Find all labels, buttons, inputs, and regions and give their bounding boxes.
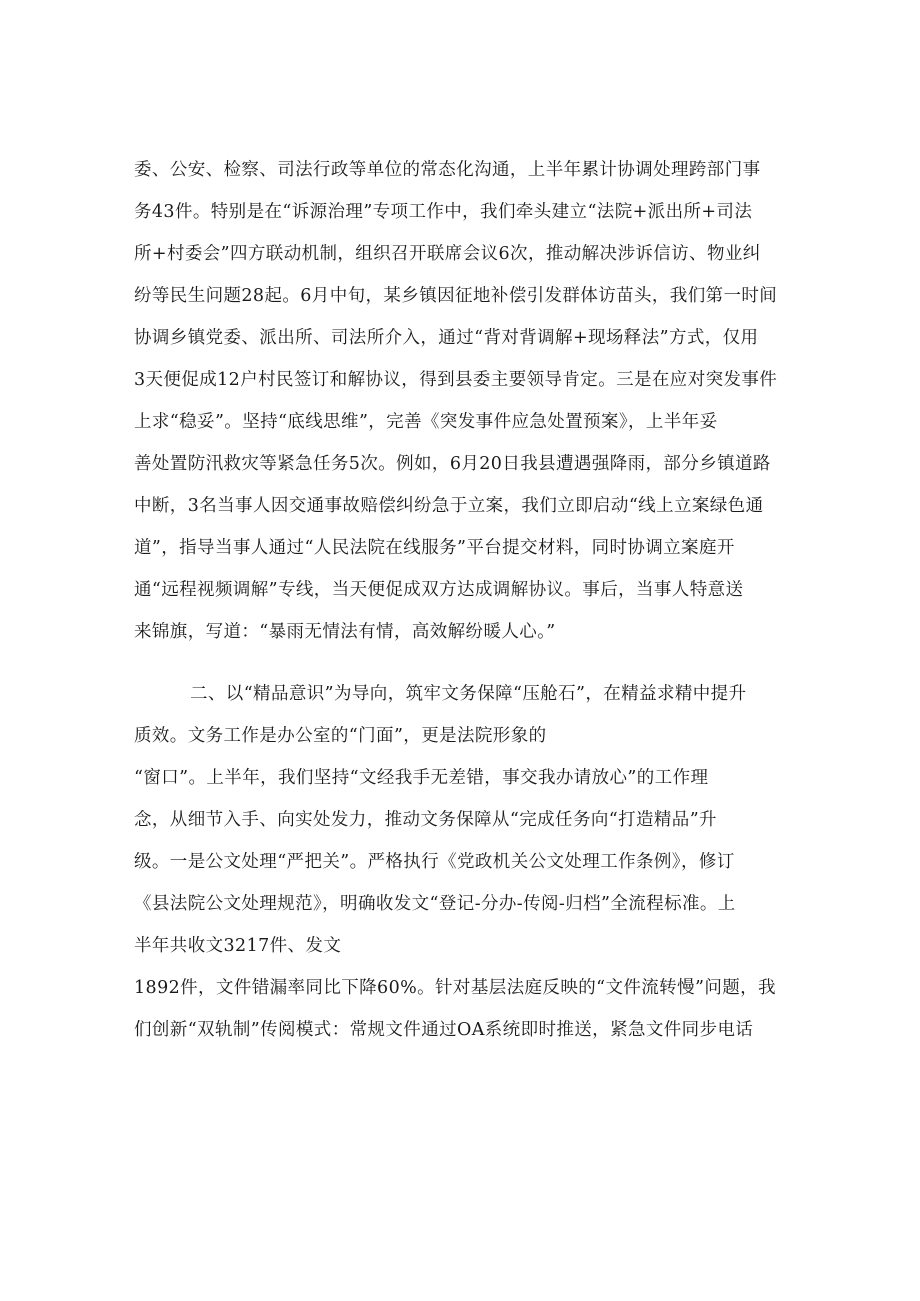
body-text-line: 《县法院公文处理规范》，明确收发文“登记-分办-传阅-归档”全流程标准。上 <box>134 894 736 914</box>
body-text-line: 念，从细节入手、向实处发力，推动文务保障从“完成任务向“打造精品”升 <box>134 810 717 830</box>
body-text-line: 所+村委会”四方联动机制，组织召开联席会议6次，推动解决涉诉信访、物业纠 <box>134 244 761 264</box>
body-text-line: 通“远程视频调解”专线，当天便促成双方达成调解协议。事后，当事人特意送 <box>134 580 744 600</box>
body-text-line: 3天便促成12户村民签订和解协议，得到县委主要领导肯定。三是在应对突发事件 <box>134 370 778 390</box>
body-text-line: 协调乡镇党委、派出所、司法所介入，通过“背对背调解+现场释法”方式，仅用 <box>134 328 759 348</box>
body-text-line: 半年共收文3217件、发文 <box>134 936 342 956</box>
body-text-line: 委、公安、检察、司法行政等单位的常态化沟通，上半年累计协调处理跨部门事 <box>134 160 761 180</box>
body-text-line: 上求“稳妥”。坚持“底线思维”，完善《突发事件应急处置预案》，上半年妥 <box>134 412 718 432</box>
body-text-line: 来锦旗，写道：“暴雨无情法有情，高效解纷暖人心。” <box>134 622 556 642</box>
body-text-line: 善处置防汛救灾等紧急任务5次。例如，6月20日我县遭遇强降雨，部分乡镇道路 <box>134 454 771 474</box>
body-text-line: 纷等民生问题28起。6月中旬，某乡镇因征地补偿引发群体访苗头，我们第一时间 <box>134 286 778 306</box>
body-text-line: 级。一是公文处理“严把关”。严格执行《党政机关公文处理工作条例》，修订 <box>134 852 735 872</box>
body-text-line: 质效。文务工作是办公室的“门面”，更是法院形象的 <box>134 726 547 746</box>
body-text-line: “窗口”。上半年，我们坚持“文经我手无差错，事交我办请放心”的工作理 <box>134 768 709 788</box>
body-text-line: 们创新“双轨制”传阅模式：常规文件通过OA系统即时推送，紧急文件同步电话 <box>134 1020 754 1040</box>
body-text-line: 务43件。特别是在“诉源治理”专项工作中，我们牵头建立“法院+派出所+司法 <box>134 202 753 222</box>
body-text-line: 1892件，文件错漏率同比下降60%。针对基层法庭反映的“文件流转慢”问题，我 <box>134 978 776 998</box>
section-heading-line: 二、以“精品意识”为导向，筑牢文务保障“压舱石”，在精益求精中提升 <box>190 684 747 704</box>
body-text-line: 道”，指导当事人通过“人民法院在线服务”平台提交材料，同时协调立案庭开 <box>134 538 735 558</box>
body-text-line: 中断，3名当事人因交通事故赔偿纠纷急于立案，我们立即启动“线上立案绿色通 <box>134 496 764 516</box>
